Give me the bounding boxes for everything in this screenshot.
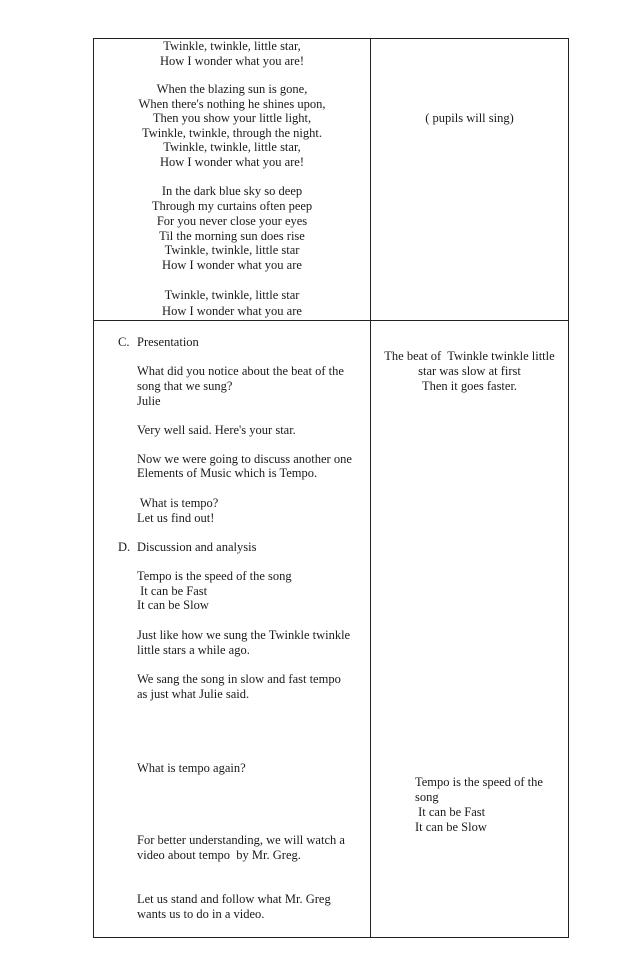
teacher-intro: Elements of Music which is Tempo.: [137, 466, 318, 480]
teacher-praise: Very well said. Here's your star.: [137, 423, 296, 437]
lyric-line: When the blazing sun is gone,: [156, 82, 308, 96]
lyric-line: How I wonder what you are: [162, 258, 302, 272]
section-letter-c: C.: [118, 335, 130, 349]
lyric-line: Twinkle, twinkle, little star: [164, 288, 300, 302]
lyric-line: How I wonder what you are!: [159, 54, 305, 68]
tempo-definition: It can be Fast: [137, 584, 208, 598]
section-heading-presentation: Presentation: [137, 335, 199, 349]
pupil-answer: star was slow at first: [418, 364, 521, 378]
pupil-answer: song: [415, 790, 439, 804]
table-border-right: [568, 38, 569, 938]
tempo-definition: Tempo is the speed of the song: [137, 569, 292, 583]
teacher-example: little stars a while ago.: [137, 643, 250, 657]
table-border-middle: [370, 38, 371, 938]
teacher-question: What did you notice about the beat of the: [137, 364, 344, 378]
teacher-video-intro: For better understanding, we will watch a: [137, 833, 345, 847]
pupil-answer: Tempo is the speed of the: [415, 775, 543, 789]
pupil-answer: It can be Fast: [415, 805, 486, 819]
tempo-definition: It can be Slow: [137, 598, 209, 612]
teacher-instruction: wants us to do in a video.: [137, 907, 265, 921]
teacher-video-intro: video about tempo by Mr. Greg.: [137, 848, 301, 862]
teacher-intro: Now we were going to discuss another one: [137, 452, 352, 466]
teacher-question: Julie: [137, 394, 161, 408]
pupils-response: ( pupils will sing): [425, 111, 514, 125]
lyric-line: Through my curtains often peep: [151, 199, 313, 213]
teacher-instruction: Let us stand and follow what Mr. Greg: [137, 892, 331, 906]
lyric-line: Twinkle, twinkle, little star,: [163, 39, 301, 53]
pupil-answer: Then it goes faster.: [421, 379, 518, 393]
lyric-line: How I wonder what you are: [162, 304, 302, 318]
teacher-statement: We sang the song in slow and fast tempo: [137, 672, 341, 686]
lyric-line: Twinkle, twinkle, through the night.: [141, 126, 322, 140]
lyric-line: Then you show your little light,: [152, 111, 312, 125]
lyric-line: For you never close your eyes: [156, 214, 308, 228]
lyric-line: Twinkle, twinkle, little star: [164, 243, 300, 257]
lyric-line: Twinkle, twinkle, little star,: [163, 140, 301, 154]
section-heading-discussion: Discussion and analysis: [137, 540, 257, 554]
teacher-statement: as just what Julie said.: [137, 687, 250, 701]
lyric-line: How I wonder what you are!: [159, 155, 305, 169]
table-row-divider: [93, 320, 569, 321]
teacher-question: song that we sung?: [137, 379, 233, 393]
teacher-question: What is tempo?: [137, 496, 219, 510]
lyric-line: When there's nothing he shines upon,: [138, 97, 326, 111]
pupil-answer: The beat of Twinkle twinkle little: [384, 349, 555, 363]
teacher-question: Let us find out!: [137, 511, 215, 525]
pupil-answer: It can be Slow: [415, 820, 487, 834]
lyric-line: In the dark blue sky so deep: [161, 184, 303, 198]
table-border-left: [93, 38, 94, 938]
lyric-line: Til the morning sun does rise: [159, 229, 305, 243]
section-letter-d: D.: [118, 540, 131, 554]
teacher-example: Just like how we sung the Twinkle twinkle: [137, 628, 351, 642]
teacher-question: What is tempo again?: [137, 761, 246, 775]
table-border-bottom: [93, 937, 569, 938]
